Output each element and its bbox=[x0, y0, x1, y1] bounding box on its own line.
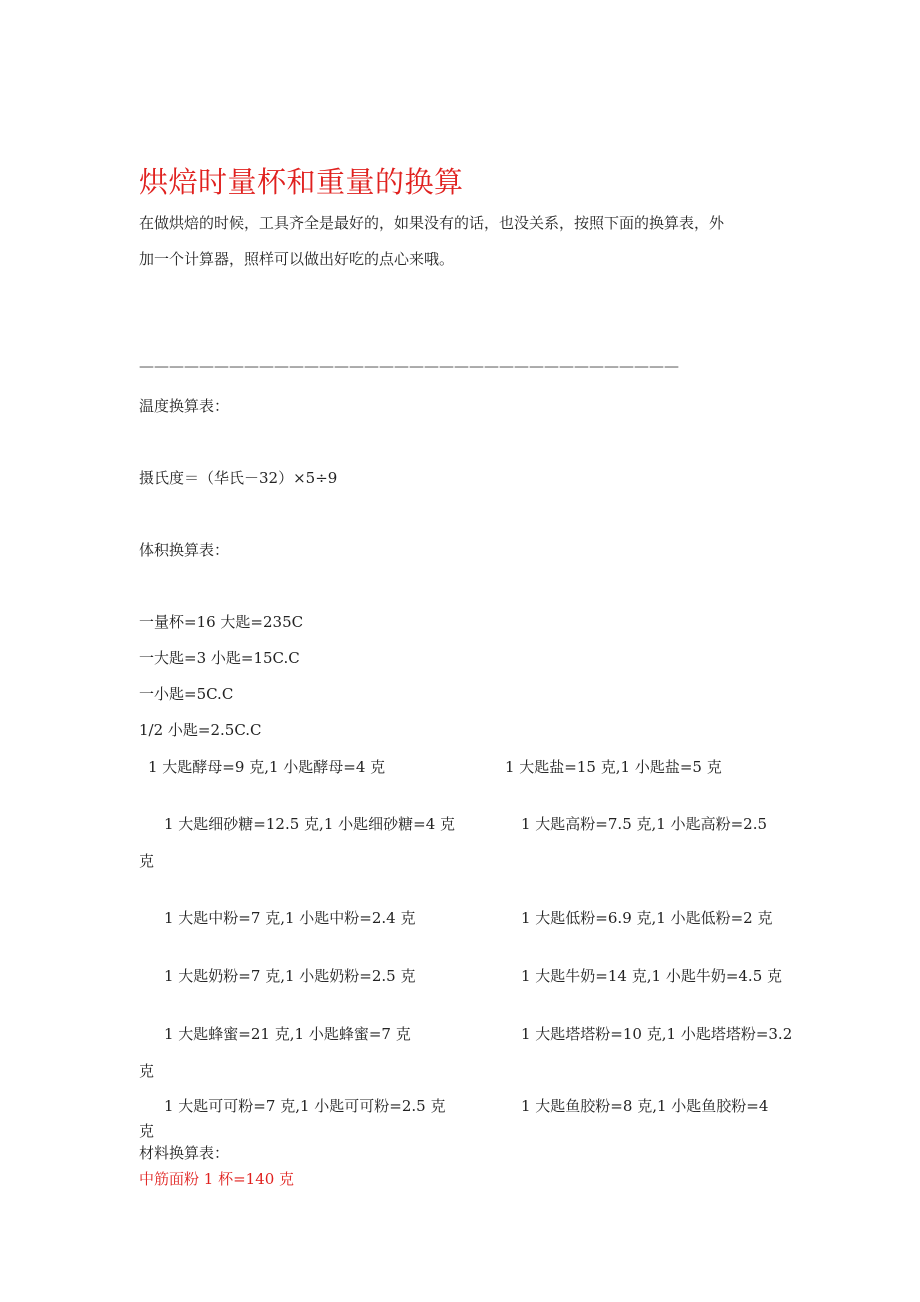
temperature-formula: 摄氏度＝（华氏－32）×5÷9 bbox=[139, 469, 338, 487]
weight-right-item: 1 大匙塔塔粉=10 克,1 小匙塔塔粉=3.2 bbox=[521, 1025, 793, 1043]
material-heading: 材料换算表： bbox=[139, 1144, 230, 1162]
intro-line-2: 加一个计算器，照样可以做出好吃的点心来哦。 bbox=[139, 250, 455, 268]
material-row-highlight: 中筋面粉 1 杯=140 克 bbox=[139, 1170, 295, 1188]
weight-right-item: 1 大匙高粉=7.5 克,1 小匙高粉=2.5 bbox=[521, 815, 768, 833]
weight-left-item: 1 大匙酵母=9 克,1 小匙酵母=4 克 bbox=[148, 758, 386, 776]
weight-left-item: 1 大匙蜂蜜=21 克,1 小匙蜂蜜=7 克 bbox=[164, 1025, 411, 1043]
weight-right-item: 1 大匙低粉=6.9 克,1 小匙低粉=2 克 bbox=[521, 909, 773, 927]
wrapped-unit: 克 bbox=[139, 1062, 155, 1080]
intro-line-1: 在做烘焙的时候，工具齐全是最好的，如果没有的话，也没关系，按照下面的换算表，外 bbox=[139, 214, 725, 232]
weight-left-item: 1 大匙细砂糖=12.5 克,1 小匙细砂糖=4 克 bbox=[164, 815, 456, 833]
weight-right-item: 1 大匙盐=15 克,1 小匙盐=5 克 bbox=[505, 758, 722, 776]
temperature-heading: 温度换算表： bbox=[139, 397, 230, 415]
weight-right-item: 1 大匙牛奶=14 克,1 小匙牛奶=4.5 克 bbox=[521, 967, 783, 985]
divider-line: ———————————————————————————————————— bbox=[139, 357, 679, 375]
weight-left-item: 1 大匙奶粉=7 克,1 小匙奶粉=2.5 克 bbox=[164, 967, 416, 985]
weight-left-item: 1 大匙中粉=7 克,1 小匙中粉=2.4 克 bbox=[164, 909, 416, 927]
wrapped-unit: 克 bbox=[139, 852, 155, 870]
weight-right-item: 1 大匙鱼胶粉=8 克,1 小匙鱼胶粉=4 bbox=[521, 1097, 769, 1115]
page-title: 烘焙时量杯和重量的换算 bbox=[139, 165, 464, 199]
volume-heading: 体积换算表： bbox=[139, 541, 230, 559]
volume-row: 一量杯=16 大匙=235C bbox=[139, 613, 304, 631]
volume-row: 一小匙=5C.C bbox=[139, 685, 234, 703]
wrapped-unit: 克 bbox=[139, 1122, 155, 1140]
volume-row: 1/2 小匙=2.5C.C bbox=[139, 721, 262, 739]
weight-left-item: 1 大匙可可粉=7 克,1 小匙可可粉=2.5 克 bbox=[164, 1097, 446, 1115]
volume-row: 一大匙=3 小匙=15C.C bbox=[139, 649, 300, 667]
